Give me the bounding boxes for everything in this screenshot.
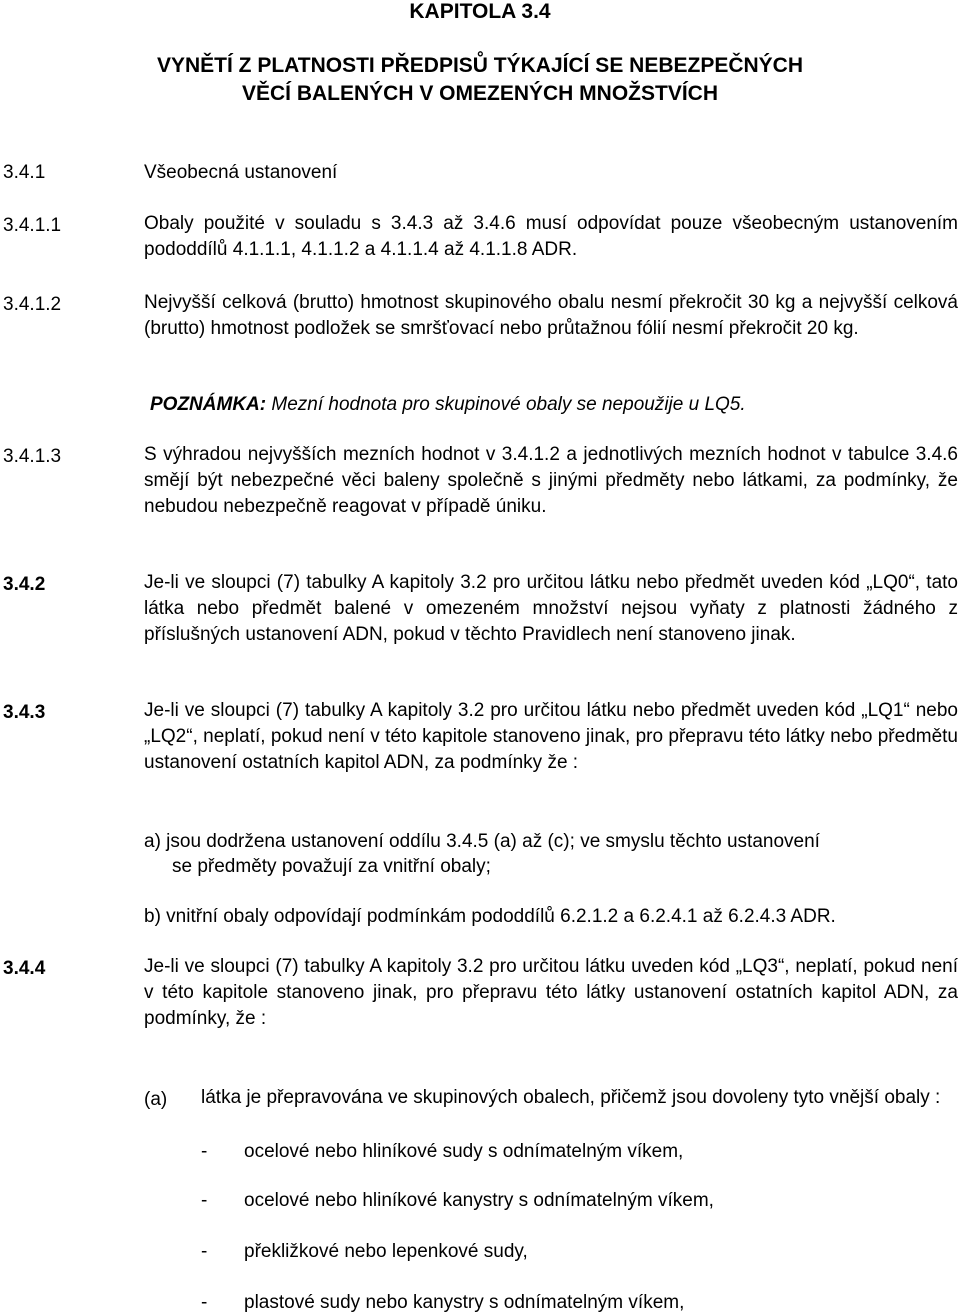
section-3-4-1-2-text: Nejvyšší celková (brutto) hmotnost skupinového obalu nesmí překročit 30 kg a nejvyšší celková (brutto) hmotnost podložek se smršťovací nebo průtažnou fólií nesmí překročit 20 kg. (144, 292, 958, 339)
list-item-text: překližkové nebo lepenkové sudy, (244, 1241, 528, 1262)
section-3-4-3-number: 3.4.3 (3, 702, 46, 723)
list-item-text: ocelové nebo hliníkové sudy s odnímatelným víkem, (244, 1141, 684, 1162)
chapter-title-line-1: VYNĚTÍ Z PLATNOSTI PŘEDPISŮ TÝKAJÍCÍ SE NEBEZPEČNÝCH (156, 54, 804, 77)
list-dash: - (201, 1190, 208, 1211)
chapter-number: KAPITOLA 3.4 (409, 0, 551, 23)
section-3-4-4-number: 3.4.4 (3, 958, 46, 979)
section-3-4-1-1-text: Obaly použité v souladu s 3.4.3 až 3.4.6 musí odpovídat pouze všeobecným ustanovením pododdílů 4.1.1.1, 4.1.1.2 a 4.1.1.4 až 4.1.1.8 ADR. (144, 213, 958, 260)
list-dash: - (201, 1141, 208, 1162)
list-item (201, 1292, 207, 1314)
list-dash: - (201, 1292, 208, 1313)
list-item-text: ocelové nebo hliníkové kanystry s odnímatelným víkem, (244, 1190, 714, 1211)
section-3-4-3-text: Je-li ve sloupci (7) tabulky A kapitoly 3.2 pro určitou látku nebo předmět uveden kód „LQ1“ nebo „LQ2“, neplatí, pokud není v této kapitole stanoveno jinak, pro přepravu této látky nebo předmětu ustanovení ostatních kapitol ADN, za podmínky že : (144, 700, 958, 773)
section-3-4-2-text: Je-li ve sloupci (7) tabulky A kapitoly 3.2 pro určitou látku nebo předmět uveden kód „LQ0“, tato látka nebo předmět balené v omezeném množství nejsou vyňaty z platnosti žádného z příslušných ustanovení ADN, pokud v těchto Pravidlech není stanoveno jinak. (144, 572, 958, 645)
section-3-4-1-2-number: 3.4.1.2 (3, 294, 62, 315)
section-3-4-4-item-a-label: (a) (144, 1089, 168, 1110)
note (150, 394, 746, 416)
note-label: POZNÁMKA: (150, 394, 267, 415)
section-3-4-1-3-number: 3.4.1.3 (3, 446, 62, 467)
section-3-4-2-number: 3.4.2 (3, 574, 46, 595)
list-dash: - (201, 1241, 208, 1262)
section-3-4-1-heading: Všeobecná ustanovení (144, 162, 338, 183)
section-3-4-1-number: 3.4.1 (3, 162, 46, 183)
section-3-4-3-item-b: b) vnitřní obaly odpovídají podmínkám pododdílů 6.2.1.2 a 6.2.4.1 až 6.2.4.3 ADR. (144, 906, 836, 927)
section-3-4-4-item-a-text: látka je přepravována ve skupinových obalech, přičemž jsou dovoleny tyto vnější obaly : (201, 1087, 941, 1108)
section-3-4-4-text: Je-li ve sloupci (7) tabulky A kapitoly 3.2 pro určitou látku uveden kód „LQ3“, neplatí, pokud není v této kapitole stanoveno jinak, pro přepravu této látky ustanovení ostatních kapitol ADN, za podmínky, že : (144, 956, 958, 1029)
note-text: Mezní hodnota pro skupinové obaly se nepoužije u LQ5. (271, 394, 746, 415)
list-item (201, 1241, 207, 1263)
section-3-4-3-item-a-line-2: se předměty považují za vnitřní obaly; (172, 856, 491, 877)
section-3-4-3-item-a-line-1: a) jsou dodržena ustanovení oddílu 3.4.5 (a) až (c); ve smyslu těchto ustanovení (144, 831, 820, 852)
section-3-4-1-3-text: S výhradou nejvyšších mezních hodnot v 3.4.1.2 a jednotlivých mezních hodnot v tabulce 3.4.6 smějí být nebezpečné věci baleny společně s jinými předměty nebo látkami, za podmínky, že nebudou nebezpečně reagovat v případě úniku. (144, 444, 958, 517)
list-item (201, 1190, 207, 1212)
section-3-4-1-1-number: 3.4.1.1 (3, 215, 62, 236)
list-item (201, 1141, 207, 1163)
chapter-title-line-2: VĚCÍ BALENÝCH V OMEZENÝCH MNOŽSTVÍCH (241, 82, 719, 105)
list-item-text: plastové sudy nebo kanystry s odnímatelným víkem, (244, 1292, 685, 1313)
